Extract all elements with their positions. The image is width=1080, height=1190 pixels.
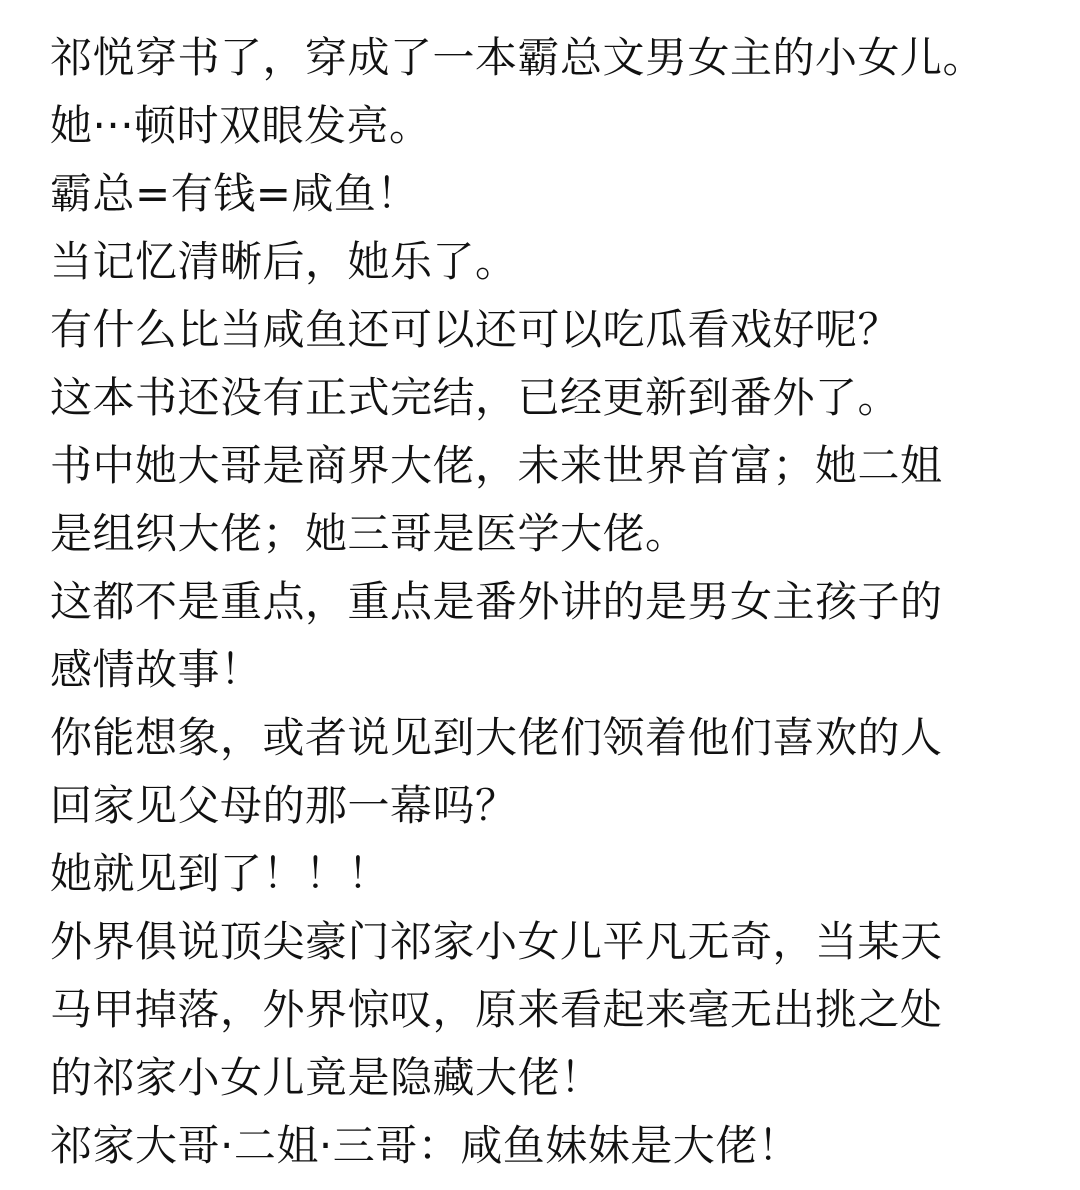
text-line: 她就见到了！！！ (50, 849, 391, 898)
text-line: 有什么比当咸鱼还可以还可以吃瓜看戏好呢？ (50, 305, 901, 354)
text-line: 霸总=有钱=咸鱼！ (50, 169, 419, 218)
text-line: 这都不是重点，重点是番外讲的是男女主孩子的 (50, 577, 943, 626)
text-line: 祁悦穿书了，穿成了一本霸总文男女主的小女儿。 (50, 33, 986, 82)
text-line: 外界俱说顶尖豪门祁家小女儿平凡无奇，当某天 (50, 917, 943, 966)
text-line: 祁家大哥·二姐·三哥：咸鱼妹妹是大佬！ (50, 1121, 801, 1170)
text-line: 当记忆清晰后，她乐了。 (50, 237, 518, 286)
text-line: 感情故事！ (50, 645, 263, 694)
document-body (50, 24, 1060, 1180)
text-line: 的祁家小女儿竟是隐藏大佬！ (50, 1053, 603, 1102)
text-line: 回家见父母的那一幕吗？ (50, 781, 518, 830)
text-line: 你能想象，或者说见到大佬们领着他们喜欢的人 (50, 713, 943, 762)
text-line: 是组织大佬；她三哥是医学大佬。 (50, 509, 688, 558)
text-line: 马甲掉落，外界惊叹，原来看起来毫无出挑之处 (50, 985, 943, 1034)
text-line: 书中她大哥是商界大佬，未来世界首富；她二姐 (50, 441, 943, 490)
text-line: 她···顿时双眼发亮。 (50, 101, 432, 150)
text-line: 这本书还没有正式完结，已经更新到番外了。 (50, 373, 901, 422)
